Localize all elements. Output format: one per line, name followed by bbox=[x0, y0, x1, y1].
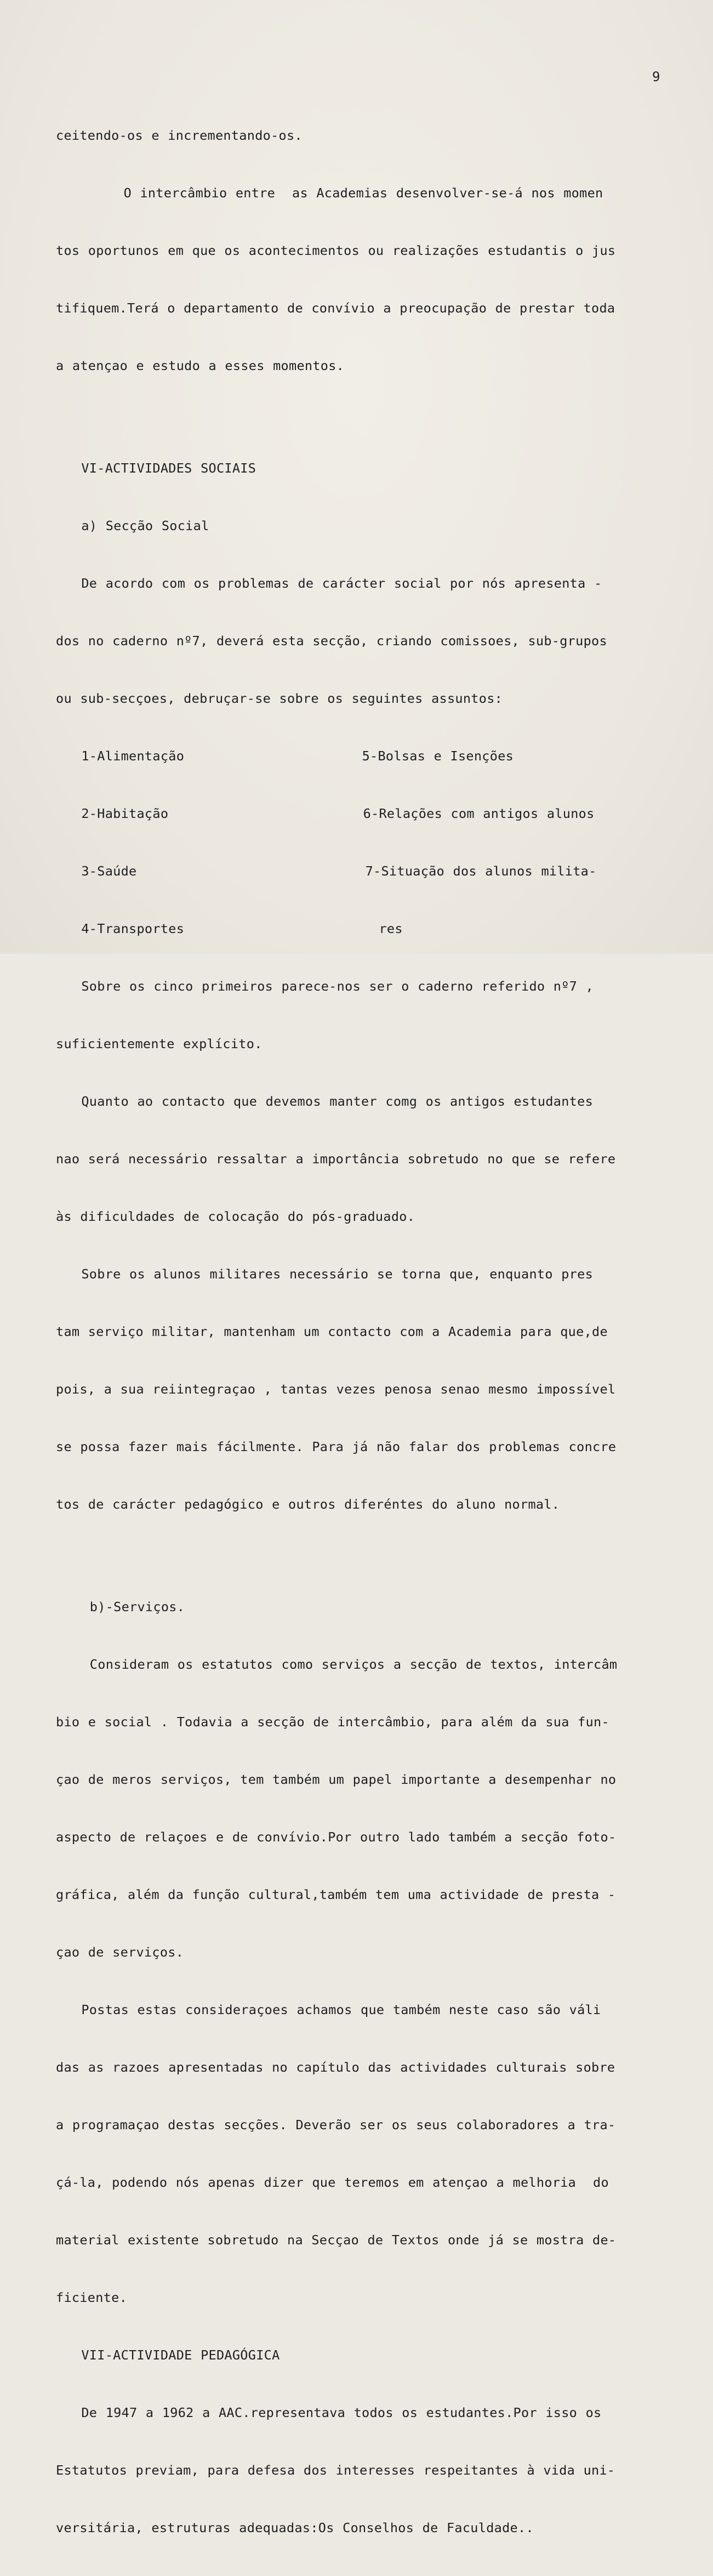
text-line: às dificuldades de colocação do pós-graduado. bbox=[56, 1209, 415, 1224]
text-line: çao de meros serviços, tem também um papel importante a desempenhar no bbox=[56, 1772, 617, 1787]
text-line: Estatutos previam, para defesa dos interesses respeitantes à vida uni- bbox=[56, 2463, 615, 2478]
text-line: ou sub-secçoes, debruçar-se sobre os seguintes assuntos: bbox=[56, 691, 503, 706]
body-text bbox=[56, 88, 670, 2576]
text-line: material existente sobretudo na Secçao de Textos onde já se mostra de- bbox=[56, 2232, 617, 2248]
text-line: se possa fazer mais fácilmente. Para já não falar dos problemas concre bbox=[56, 1439, 617, 1454]
list-item: 4-Transportes res bbox=[56, 921, 403, 936]
text-line: Postas estas consideraçoes achamos que também neste caso são váli bbox=[56, 2002, 601, 2017]
text-line: aspecto de relaçoes e de convívio.Por outro lado também a secção foto- bbox=[56, 1829, 617, 1845]
text-line: das as razoes apresentadas no capítulo das actividades culturais sobre bbox=[56, 2060, 615, 2075]
text-line: suficientemente explícito. bbox=[56, 1036, 263, 1051]
text-line: versitária, estruturas adequadas:Os Conselhos de Faculdade.. bbox=[56, 2520, 534, 2535]
list-item: 3-Saúde 7-Situação dos alunos milita- bbox=[56, 863, 597, 879]
text-gap bbox=[56, 1553, 670, 1559]
text-line: a programaçao destas secções. Deverão ser os seus colaboradores a tra- bbox=[56, 2117, 616, 2133]
text-line: çá-la, podendo nós apenas dizer que teremos em atençao a melhoria do bbox=[56, 2175, 609, 2190]
text-line: nao será necessário ressaltar a importância sobretudo no que se refere bbox=[56, 1151, 616, 1167]
text-line: dos no caderno nº7, deverá esta secção, criando comissoes, sub-grupos bbox=[56, 633, 607, 649]
text-line: tos de carácter pedagógico e outros diferéntes do aluno normal. bbox=[56, 1497, 560, 1512]
list-item: 1-Alimentação 5-Bolsas e Isenções bbox=[56, 748, 514, 764]
text-line: Consideram os estatutos como serviços a secção de textos, intercâm bbox=[56, 1657, 618, 1672]
text-line: De acordo com os problemas de carácter social por nós apresenta - bbox=[56, 576, 602, 591]
page-number: 9 bbox=[652, 69, 660, 84]
text-line: O intercâmbio entre as Academias desenvolver-se-á nos momen bbox=[56, 185, 603, 201]
list-item: 2-Habitação 6-Relações com antigos alunos bbox=[56, 806, 595, 821]
subsection-heading: a) Secção Social bbox=[56, 518, 209, 533]
section-heading: VI-ACTIVIDADES SOCIAIS bbox=[56, 460, 256, 476]
text-line: ceitendo-os e incrementando-os. bbox=[56, 128, 303, 143]
text-line: pois, a sua reiintegraçao , tantas vezes penosa senao mesmo impossível bbox=[56, 1381, 616, 1397]
text-line: De 1947 a 1962 a AAC.representava todos os estudantes.Por isso os bbox=[56, 2405, 602, 2420]
text-line: Sobre os alunos militares necessário se torna que, enquanto pres bbox=[56, 1266, 594, 1282]
text-line: Quanto ao contacto que devemos manter comg os antigos estudantes bbox=[56, 1094, 594, 1109]
text-line: Sobre os cinco primeiros parece-nos ser o caderno referido nº7 , bbox=[56, 979, 594, 994]
text-line: ficiente. bbox=[56, 2290, 128, 2305]
section-heading: VII-ACTIVIDADE PEDAGÓGICA bbox=[56, 2347, 280, 2363]
text-line: tifiquem.Terá o departamento de convívio a preocupação de prestar toda bbox=[56, 300, 615, 316]
subsection-heading: b)-Serviços. bbox=[56, 1599, 185, 1614]
text-line: a atençao e estudo a esses momentos. bbox=[56, 358, 345, 373]
text-line: çao de serviços. bbox=[56, 1944, 184, 1960]
text-gap bbox=[56, 414, 670, 420]
text-line: tam serviço militar, mantenham um contacto com a Academia para que,de bbox=[56, 1324, 608, 1339]
text-line: tos oportunos em que os acontecimentos ou realizações estudantis o jus bbox=[56, 243, 616, 258]
text-line: gráfica, além da função cultural,também tem uma actividade de presta - bbox=[56, 1887, 616, 1902]
text-line: bio e social . Todavia a secção de intercâmbio, para além da sua fun- bbox=[56, 1714, 609, 1730]
